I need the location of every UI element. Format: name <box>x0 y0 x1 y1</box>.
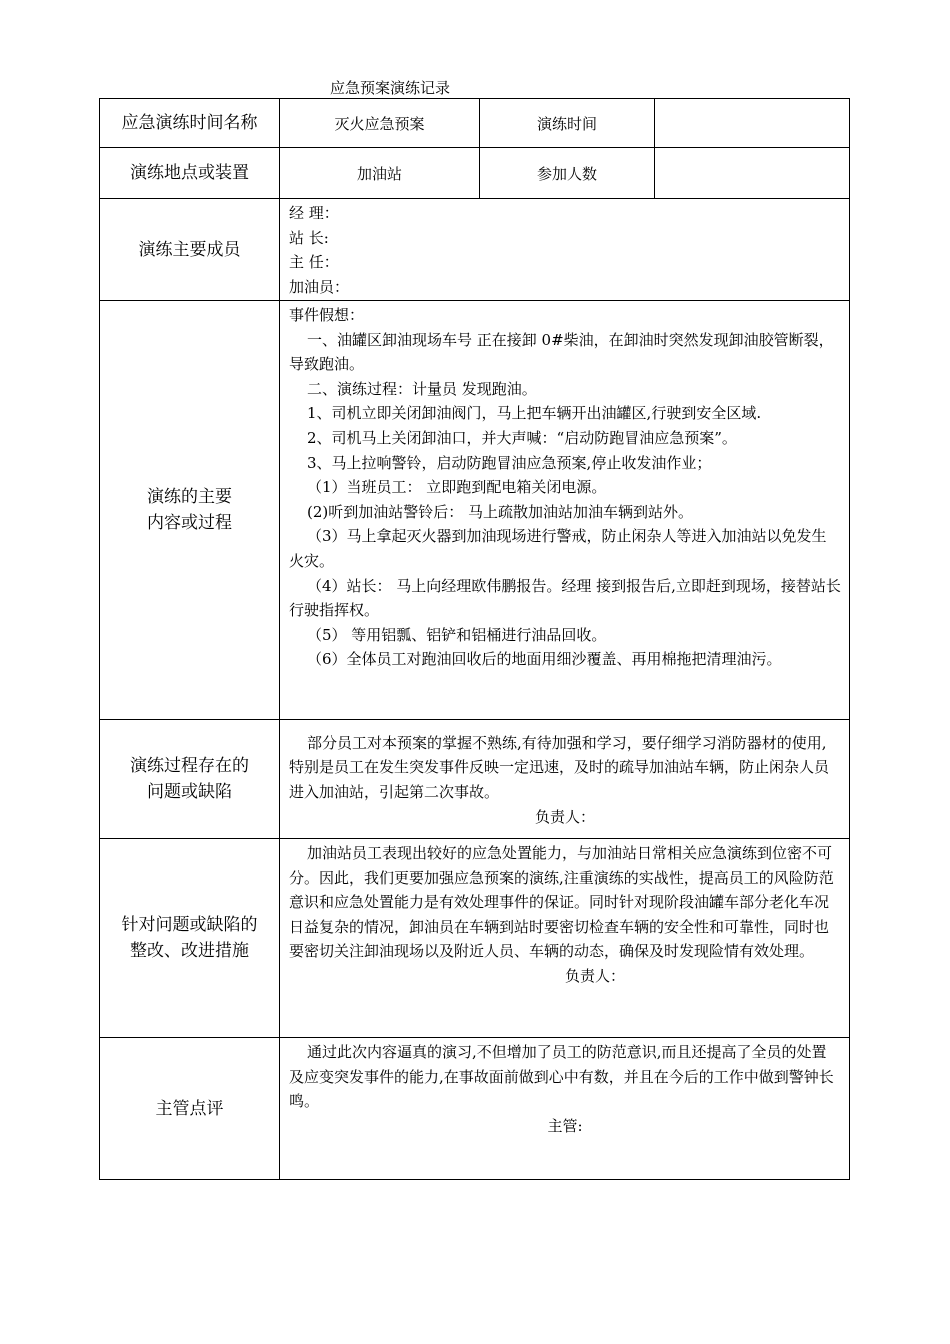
content-label-line2: 内容或过程 <box>147 513 232 533</box>
row-problems <box>100 720 850 839</box>
review-signature: 主管: <box>547 1116 583 1135</box>
drill-name-value: 灭火应急预案 <box>280 99 480 148</box>
problems-label-line2: 问题或缺陷 <box>147 782 232 802</box>
drill-time-value <box>655 99 850 148</box>
row-drill-name <box>100 99 850 148</box>
measures-label <box>100 839 280 1038</box>
content-line: （5） 等用铝瓢、铝铲和铝桶进行油品回收。 <box>307 625 607 644</box>
drill-time-label: 演练时间 <box>480 99 655 148</box>
participant-count-label: 参加人数 <box>480 148 655 199</box>
content-line: （6）全体员工对跑油回收后的地面用细沙覆盖、再用棉拖把清理油污。 <box>307 650 782 669</box>
members-list <box>280 199 850 301</box>
participant-count-value <box>655 148 850 199</box>
problems-text <box>280 720 850 839</box>
content-line: 2、司机马上关闭卸油口，并大声喊：“启动防跑冒油应急预案”。 <box>307 428 737 447</box>
members-label: 演练主要成员 <box>100 199 280 301</box>
problems-label-line1: 演练过程存在的 <box>130 756 249 776</box>
member-supervisor: 主 任： <box>289 253 339 272</box>
member-attendants: 加油员： <box>289 277 350 296</box>
row-members <box>100 199 850 301</box>
measures-signature: 负责人： <box>564 966 625 985</box>
review-description: 通过此次内容逼真的演习,不但增加了员工的防范意识,而且还提高了全员的处置及应变突发事件的能力,在事故面前做到心中有数，并且在今后的工作中做到警钟长鸣。 <box>289 1043 834 1111</box>
document-title: 应急预案演练记录 <box>330 79 451 97</box>
content-text <box>280 301 850 720</box>
content-line: （1）当班员工： 立即跑到配电箱关闭电源。 <box>307 478 607 497</box>
review-label: 主管点评 <box>100 1038 280 1180</box>
content-line: 3、马上拉响警铃，启动防跑冒油应急预案,停止收发油作业； <box>307 453 712 472</box>
drill-place-value: 加油站 <box>280 148 480 199</box>
drill-place-label: 演练地点或装置 <box>100 148 280 199</box>
content-line: 1、司机立即关闭卸油阀门，马上把车辆开出油罐区,行驶到安全区域. <box>307 404 762 423</box>
content-label <box>100 301 280 720</box>
measures-text <box>280 839 850 1038</box>
content-line: （4）站长： 马上向经理欧伟鹏报告。经理 接到报告后,立即赶到现场，接替站长 行驶指挥权。 <box>289 576 841 620</box>
drill-name-label: 应急演练时间名称 <box>100 99 280 148</box>
content-line: （3）马上拿起灭火器到加油现场进行警戒，防止闲杂人等进入加油站以免发生火灾。 <box>289 527 827 570</box>
content-line: 事件假想： <box>289 306 365 324</box>
row-content <box>100 301 850 720</box>
content-line: 一、油罐区卸油现场车号 正在接卸 0#柴油，在卸油时突然发现卸油胶管断裂，导致跑油。 <box>289 330 834 374</box>
problems-label <box>100 720 280 839</box>
row-drill-place <box>100 148 850 199</box>
problems-description: 部分员工对本预案的掌握不熟练,有待加强和学习，要仔细学习消防器材的使用,特别是员工在发生突发事件反映一定迅速，及时的疏导加油站车辆，防止闲杂人员进入加油站，引起第二次事故。 <box>289 733 830 801</box>
row-review <box>100 1038 850 1180</box>
measures-description: 加油站员工表现出较好的应急处置能力，与加油站日常相关应急演练到位密不可分。因此，我们更要加强应急预案的演练,注重演练的实战性，提高员工的风险防范意识和应急处置能力是有效处理事件的保证。同时针对现阶段油罐车部分老化车况日益复杂的情况，卸油员在车辆到站时要密切检查车辆的安全性和可靠性，同时也要密切关注卸油现场以及附近人员、车辆的动态，确保及时发现险情有效处理。 <box>289 844 834 961</box>
content-line: 二、演练过程：计量员 发现跑油。 <box>307 379 537 398</box>
member-station-head: 站 长: <box>289 228 329 247</box>
content-label-line1: 演练的主要 <box>147 487 232 507</box>
content-line: (2)听到加油站警铃后： 马上疏散加油站加油车辆到站外。 <box>307 502 694 521</box>
measures-label-line1: 针对问题或缺陷的 <box>121 915 258 935</box>
problems-signature: 负责人： <box>534 807 595 826</box>
member-manager: 经 理： <box>289 204 339 222</box>
drill-record-table <box>99 98 850 1180</box>
review-text <box>280 1038 850 1180</box>
row-measures <box>100 839 850 1038</box>
measures-label-line2: 整改、改进措施 <box>130 941 249 961</box>
